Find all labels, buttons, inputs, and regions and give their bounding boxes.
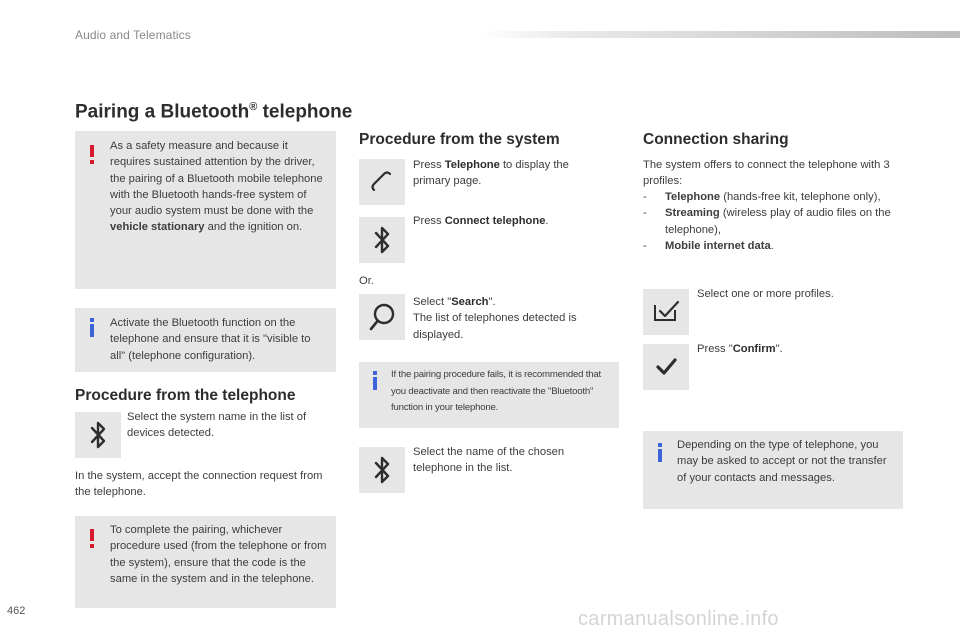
contacts-transfer-note (643, 431, 903, 509)
search-magnifier-icon (367, 301, 397, 333)
select-system-name-text: Select the system name in the list of devices detected. (127, 411, 307, 440)
press-confirm-text: Press "Confirm". (697, 343, 783, 355)
confirm-button-tile (643, 344, 689, 390)
profile-item-streaming: - Streaming (wireless play of audio files on the telephone), (643, 207, 891, 236)
pairing-failure-text: If the pairing procedure fails, it is recommended that you deactivate and then reactivate the "Bluetooth" function in your telephone. (391, 369, 601, 413)
accept-connection-text: In the system, accept the connection request from the telephone. (75, 470, 323, 499)
profiles-list (643, 189, 908, 254)
info-icon (373, 377, 377, 390)
bluetooth-visibility-text: Activate the Bluetooth function on the telephone and ensure that it is "visible to all" (telephone configuration). (110, 317, 311, 362)
telephone-button-tile (359, 159, 405, 205)
warning-icon-dot (90, 544, 94, 548)
press-connect-telephone-text: Press Connect telephone. (413, 215, 549, 227)
profile-item-mobile-internet: - Mobile internet data. (643, 239, 774, 252)
info-icon (658, 449, 662, 462)
info-icon-dot (658, 443, 662, 447)
section-label: Audio and Telematics (75, 28, 191, 42)
pairing-code-warning-text: To complete the pairing, whichever procedure used (from the telephone or from the system), ensure that the code is the same in the system and in the telephone. (110, 524, 327, 585)
profiles-intro-text: The system offers to connect the telephone with 3 profiles: (643, 159, 890, 188)
warning-icon-dot (90, 160, 94, 164)
safety-warning-note (75, 131, 336, 289)
chosen-telephone-tile (359, 447, 405, 493)
info-icon-dot (90, 318, 94, 322)
warning-icon (90, 529, 94, 541)
procedure-system-heading: Procedure from the system (359, 131, 560, 148)
bluetooth-button-tile (75, 412, 121, 458)
pairing-failure-note (359, 362, 619, 428)
select-chosen-telephone-text: Select the name of the chosen telephone in the list. (413, 446, 565, 475)
press-telephone-text: Press Telephone to display the primary page. (413, 159, 569, 188)
pairing-code-warning-note (75, 516, 336, 608)
warning-icon (90, 145, 94, 157)
phone-handset-icon (369, 169, 395, 195)
info-icon (90, 324, 94, 337)
search-button-tile (359, 294, 405, 340)
select-search-text: Select "Search". The list of telephones detected is displayed. (413, 296, 577, 341)
connection-sharing-heading: Connection sharing (643, 131, 789, 148)
contacts-transfer-text: Depending on the type of telephone, you may be asked to accept or not the transfer of your contacts and messages. (677, 439, 887, 484)
or-label: Or. (359, 275, 374, 287)
profile-item-telephone: - Telephone (hands-free kit, telephone only), (643, 191, 881, 203)
select-profiles-text: Select one or more profiles. (697, 288, 834, 300)
page-number: 462 (7, 605, 26, 617)
profile-checkbox-icon (651, 299, 681, 325)
info-icon-dot (373, 371, 377, 375)
bluetooth-icon (372, 225, 392, 255)
header-gradient-bar (478, 31, 960, 38)
bluetooth-icon (88, 420, 108, 450)
bluetooth-icon (372, 455, 392, 485)
bluetooth-visibility-note (75, 308, 336, 372)
safety-warning-text: As a safety measure and because it requires sustained attention by the driver, the pairing of a Bluetooth mobile telephone with the Bluetooth hands-free system of your audio system must be done with the vehicle stationary and the ignition on. (110, 140, 323, 234)
watermark: carmanualsonline.info (578, 608, 779, 630)
profiles-button-tile (643, 289, 689, 335)
checkmark-icon (654, 356, 678, 378)
page-title: Pairing a Bluetooth® telephone (75, 101, 353, 123)
connect-telephone-button-tile (359, 217, 405, 263)
procedure-telephone-heading: Procedure from the telephone (75, 387, 296, 404)
